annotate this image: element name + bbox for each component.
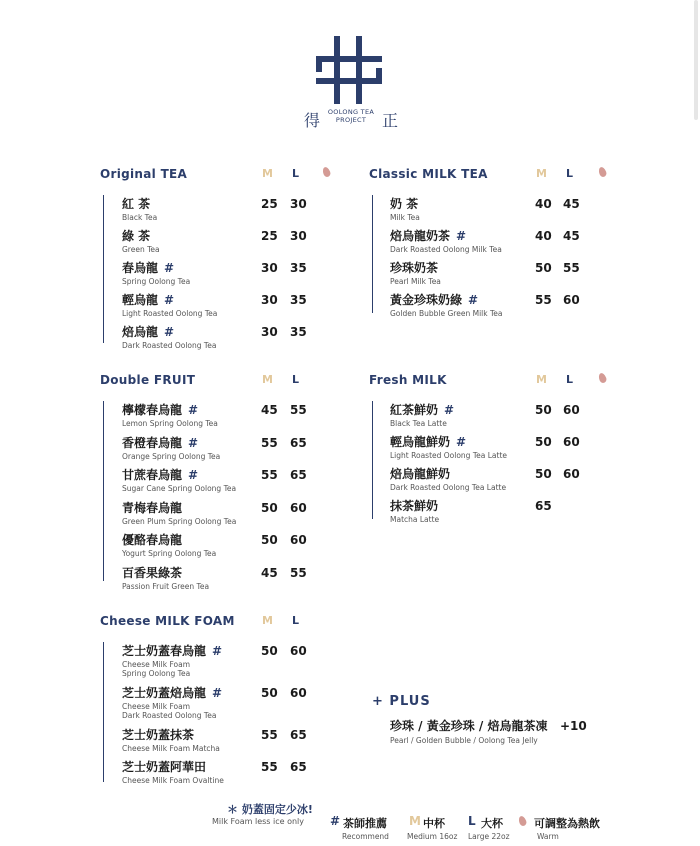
price-medium: 50 [535, 467, 552, 481]
header-m: M [262, 614, 273, 627]
menu-item-name-text: 芝士奶蓋抹茶 [122, 728, 195, 742]
menu-item [122, 728, 220, 753]
brand-char-right: 正 [382, 111, 399, 130]
menu-item-name-zh [122, 261, 190, 275]
menu-item-name-en-line2: Dark Roasted Oolong Tea [122, 711, 217, 720]
menu-item-name-en: Milk Tea [390, 213, 420, 222]
price-large: 60 [290, 500, 307, 515]
price-large: 45 [563, 229, 580, 243]
section-divider-line [103, 401, 104, 581]
section-divider-line [103, 642, 104, 782]
legend-warm-en: Warm [537, 832, 559, 841]
menu-item-name-text: 甘蔗春烏龍 [122, 468, 183, 482]
recommend-hash-icon: # [188, 435, 199, 450]
price-medium: 50 [261, 644, 278, 658]
legend-warm-zh: 可調整為熱飲 [534, 817, 600, 830]
menu-item-name-text: 春烏龍 [122, 261, 159, 275]
header-m: M [262, 167, 273, 180]
price-large: 60 [290, 686, 307, 700]
recommend-hash-icon: # [212, 644, 223, 658]
section-title-classic-milk-tea: Classic MILK TEA [369, 167, 488, 181]
menu-item-name-text: 檸檬春烏龍 [122, 403, 183, 417]
price-medium: 50 [535, 435, 552, 449]
legend-m-icon: M [409, 814, 421, 828]
menu-item-name-en: Light Roasted Oolong Tea Latte [390, 451, 508, 460]
price-large: 55 [290, 403, 307, 417]
price-medium: 50 [535, 261, 552, 275]
price-medium: 55 [261, 468, 278, 482]
legend-l-icon: L [468, 814, 476, 828]
header-m: M [262, 373, 273, 386]
menu-item-name-text: 黃金珍珠奶綠 [390, 293, 463, 307]
menu-item-name-zh [122, 728, 220, 742]
recommend-hash-icon: # [164, 325, 175, 339]
legend-warm-drop-icon [518, 815, 528, 827]
plus-item [390, 719, 547, 745]
legend-medium-zh: 中杯 [423, 817, 445, 830]
menu-item-name-en: Dark Roasted Oolong Tea [122, 341, 217, 350]
menu-item [122, 229, 160, 254]
menu-item [122, 644, 222, 678]
price-large: 65 [290, 760, 307, 774]
menu-item-name-zh [122, 468, 236, 482]
menu-item-name-zh [122, 403, 218, 417]
header-m: M [536, 167, 547, 180]
menu-item-name-en: Golden Bubble Green Milk Tea [390, 309, 503, 318]
legend-recommend-en: Recommend [342, 832, 389, 841]
price-medium: 55 [535, 293, 552, 307]
menu-item-name-en: Green Plum Spring Oolong Tea [122, 516, 237, 526]
price-medium: 55 [261, 435, 278, 450]
menu-item-name-zh [122, 197, 157, 211]
price-medium: 50 [261, 686, 278, 700]
menu-item-name-text: 優酪春烏龍 [122, 533, 183, 547]
section-title-double-fruit: Double FRUIT [100, 373, 196, 387]
brand-english [322, 108, 380, 124]
menu-item [390, 293, 502, 318]
price-medium: 45 [261, 403, 278, 417]
foam-note-en: Milk Foam less ice only [212, 817, 305, 826]
warm-drop-icon [598, 372, 608, 384]
price-medium: 65 [535, 499, 552, 513]
menu-item-name-en: Light Roasted Oolong Tea [122, 309, 218, 318]
menu-item [390, 261, 441, 286]
recommend-hash-icon: # [212, 686, 223, 700]
brand-en-line1: OOLONG TEA [327, 108, 375, 116]
menu-item-name-text: 青梅春烏龍 [122, 500, 183, 515]
menu-item [122, 686, 222, 720]
menu-item-name-zh [122, 501, 236, 515]
price-large: 35 [290, 293, 307, 307]
menu-item [122, 533, 216, 558]
menu-item-name-zh [390, 435, 507, 449]
price-large: 60 [563, 435, 580, 449]
menu-item [390, 467, 506, 492]
section-title-original-tea: Original TEA [100, 167, 188, 181]
price-medium: 30 [261, 325, 278, 339]
price-large: 55 [563, 261, 580, 275]
section-title-fresh-milk: Fresh MILK [369, 373, 447, 387]
section-divider-line [103, 195, 104, 343]
menu-item-name-en: Lemon Spring Oolong Tea [122, 419, 218, 428]
menu-item-name-en: Cheese Milk Foam [122, 702, 191, 711]
menu-item-name-text: 焙烏龍 [122, 325, 159, 339]
price-medium: 30 [261, 293, 278, 307]
price-medium: 45 [261, 565, 278, 580]
price-large: 30 [290, 197, 307, 211]
menu-item-name-text: 抹茶鮮奶 [390, 499, 439, 513]
header-l: L [292, 167, 300, 180]
menu-item-name-en: Pearl Milk Tea [390, 277, 441, 286]
menu-item-name-zh [122, 686, 222, 700]
price-medium: 25 [261, 229, 278, 243]
menu-item-name-zh [390, 403, 454, 417]
menu-item [122, 566, 209, 591]
header-l: L [292, 373, 300, 386]
brand-en-line2: PROJECT [335, 116, 367, 124]
menu-item [390, 229, 502, 254]
price-medium: 50 [261, 533, 278, 547]
recommend-hash-icon: # [444, 403, 455, 417]
price-large: 60 [290, 533, 307, 547]
recommend-hash-icon: # [456, 229, 467, 243]
warm-drop-icon [598, 166, 608, 178]
menu-item-name-zh [390, 197, 420, 211]
menu-item [122, 261, 190, 286]
menu-item-name-zh [122, 293, 217, 307]
menu-item-name-en: Dark Roasted Oolong Tea Latte [390, 483, 507, 492]
menu-item [390, 197, 420, 222]
header-m: M [536, 373, 547, 386]
menu-item [122, 436, 220, 461]
menu-item-name-en: Spring Oolong Tea [122, 277, 191, 286]
menu-item-name-text: 綠 茶 [122, 229, 151, 243]
recommend-hash-icon: # [468, 293, 479, 307]
recommend-hash-icon: # [164, 293, 175, 307]
menu-item-name-en: Sugar Cane Spring Oolong Tea [122, 484, 237, 493]
price-medium: 40 [535, 197, 552, 211]
menu-item-name-zh [122, 644, 222, 658]
menu-item-name-en: Black Tea [122, 213, 158, 222]
menu-item-name-text: 百香果綠茶 [122, 565, 183, 580]
legend-medium-en: Medium 16oz [407, 832, 458, 841]
menu-item-name-zh [122, 533, 216, 547]
menu-item-name-text: 奶 茶 [390, 197, 419, 211]
menu-item-name-en: Cheese Milk Foam [122, 660, 191, 669]
menu-item-name-en: Dark Roasted Oolong Milk Tea [390, 245, 502, 254]
menu-item-name-text: 輕烏龍鮮奶 [390, 435, 451, 449]
menu-item [390, 499, 439, 524]
legend-large-en: Large 22oz [468, 832, 510, 841]
menu-item-name-en: Passion Fruit Green Tea [122, 581, 210, 591]
price-large: 65 [290, 728, 307, 742]
price-large: 55 [290, 565, 307, 580]
menu-item [390, 435, 507, 460]
menu-item-name-text: 珍珠奶茶 [390, 261, 439, 275]
menu-item-name-zh [122, 566, 209, 580]
price-large: 30 [290, 229, 307, 243]
menu-item [122, 197, 157, 222]
menu-item [122, 293, 217, 318]
scrollbar[interactable] [694, 0, 698, 120]
menu-item-name-text: 焙烏龍奶茶 [390, 229, 451, 243]
menu-item [122, 403, 218, 428]
price-medium: 40 [535, 229, 552, 243]
warm-drop-icon [322, 166, 332, 178]
foam-note-zh: ＊ 奶蓋固定少冰! [227, 803, 313, 816]
menu-item-name-zh [122, 760, 224, 774]
section-divider-line [372, 195, 373, 313]
price-large: 60 [563, 403, 580, 417]
section-title-cheese-milk-foam: Cheese MILK FOAM [100, 614, 235, 628]
menu-item-name-zh [390, 261, 441, 275]
brand-char-left: 得 [304, 111, 321, 130]
section-divider-line [372, 401, 373, 519]
menu-item-name-en: Black Tea Latte [390, 419, 447, 428]
menu-item-name-en: Cheese Milk Foam Matcha [122, 744, 220, 753]
menu-item-name-zh [390, 499, 439, 513]
menu-item-name-en: Orange Spring Oolong Tea [122, 451, 221, 461]
menu-item-name-en: Matcha Latte [390, 515, 440, 524]
menu-item [122, 325, 216, 350]
menu-item-name-text: 芝士奶蓋春烏龍 [122, 644, 207, 658]
price-large: 60 [290, 644, 307, 658]
recommend-hash-icon: # [330, 814, 341, 828]
recommend-hash-icon: # [164, 261, 175, 275]
legend-large-zh: 大杯 [481, 817, 503, 830]
plus-title: + PLUS [372, 694, 431, 709]
menu-item-name-text: 香橙春烏龍 [122, 435, 183, 450]
price-large: 60 [563, 293, 580, 307]
menu-item [390, 403, 454, 428]
header-l: L [292, 614, 300, 627]
price-medium: 50 [535, 403, 552, 417]
menu-item [122, 468, 236, 493]
menu-item-name-text: 芝士奶蓋焙烏龍 [122, 686, 207, 700]
price-medium: 55 [261, 760, 278, 774]
menu-item-name-zh [122, 229, 160, 243]
plus-price: +10 [560, 719, 587, 733]
menu-item-name-en: Cheese Milk Foam Ovaltine [122, 776, 224, 785]
price-large: 45 [563, 197, 580, 211]
menu-item [122, 760, 224, 785]
price-large: 65 [290, 435, 307, 450]
menu-item-name-en: Yogurt Spring Oolong Tea [122, 549, 217, 558]
menu-item-name-text: 焙烏龍鮮奶 [390, 467, 451, 481]
plus-item-zh: 珍珠 / 黃金珍珠 / 焙烏龍茶凍 [390, 719, 548, 733]
menu-item-name-text: 芝士奶蓋阿華田 [122, 760, 207, 774]
menu-item [122, 501, 236, 526]
price-medium: 30 [261, 261, 278, 275]
legend-recommend-zh: 茶師推薦 [343, 817, 387, 830]
menu-item-name-zh [122, 325, 216, 339]
menu-item-name-zh [390, 467, 506, 481]
price-medium: 50 [261, 500, 278, 515]
recommend-hash-icon: # [188, 403, 199, 417]
menu-item-name-text: 紅 茶 [122, 197, 151, 211]
menu-item-name-en: Green Tea [122, 245, 160, 254]
header-l: L [566, 167, 574, 180]
header-l: L [566, 373, 574, 386]
menu-item-name-zh [122, 436, 220, 450]
recommend-hash-icon: # [188, 468, 199, 482]
menu-item-name-text: 輕烏龍 [122, 293, 159, 307]
menu-item-name-zh [390, 229, 502, 243]
menu-item-name-en-line2: Spring Oolong Tea [122, 669, 191, 678]
price-medium: 55 [261, 728, 278, 742]
price-large: 35 [290, 261, 307, 275]
menu-item-name-zh [390, 293, 502, 307]
price-medium: 25 [261, 197, 278, 211]
plus-item-en: Pearl / Golden Bubble / Oolong Tea Jelly [390, 736, 538, 745]
menu-item-name-text: 紅茶鮮奶 [390, 403, 439, 417]
price-large: 60 [563, 467, 580, 481]
recommend-hash-icon: # [456, 435, 467, 449]
price-large: 35 [290, 325, 307, 339]
price-large: 65 [290, 468, 307, 482]
